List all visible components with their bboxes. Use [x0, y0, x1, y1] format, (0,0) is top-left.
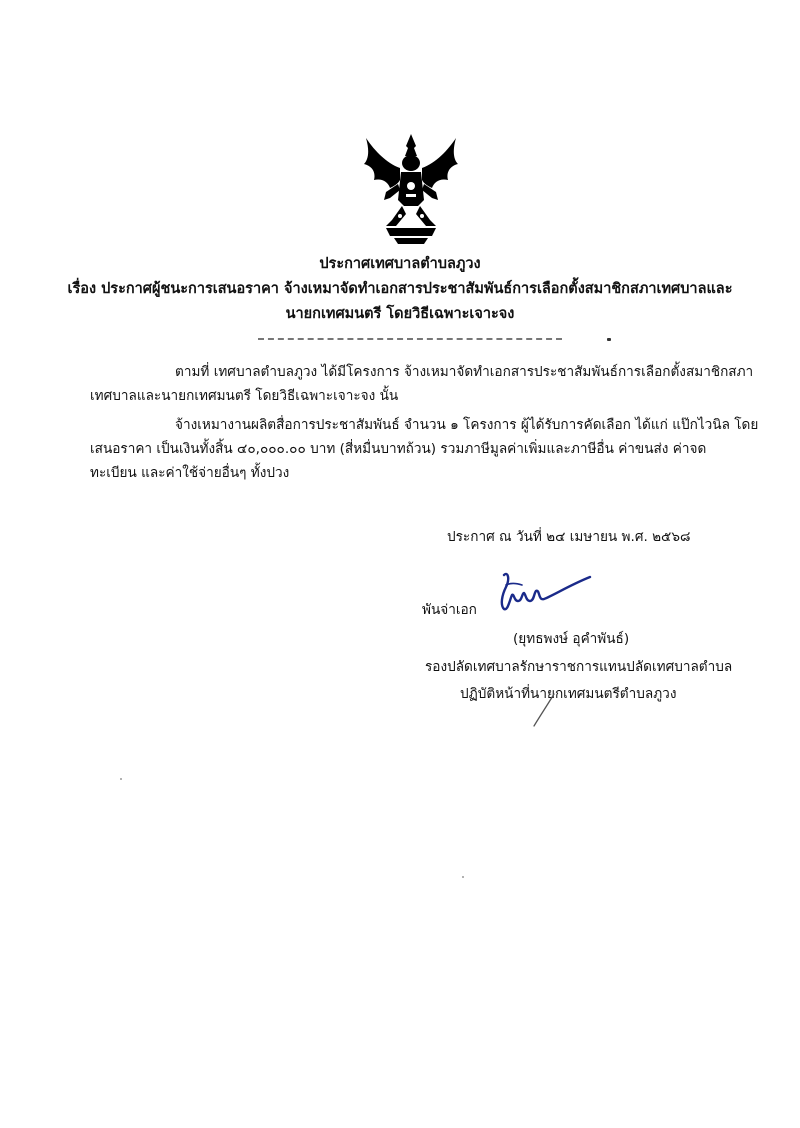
signer-position-line2: ปฏิบัติหน้าที่นายกเทศมนตรีตำบลภูวง — [460, 686, 677, 702]
announcement-date: ประกาศ ณ วันที่ ๒๔ เมษายน พ.ศ. ๒๕๖๘ — [447, 529, 691, 545]
paragraph2-line3: ทะเบียน และค่าใช้จ่ายอื่นๆ ทั้งปวง — [90, 465, 290, 481]
paragraph1-line2: เทศบาลและนายกเทศมนตรี โดยวิธีเฉพาะเจาะจง นั้น — [90, 388, 399, 404]
announcement-subject-line2: นายกเทศมนตรี โดยวิธีเฉพาะเจาะจง — [285, 306, 515, 322]
signature-icon — [492, 565, 602, 620]
signer-name: (ยุทธพงษ์ อุคำพันธ์) — [513, 631, 630, 647]
announcement-header — [60, 252, 740, 327]
scan-speck — [462, 876, 464, 878]
signer-position-line1: รองปลัดเทศบาลรักษาราชการแทนปลัดเทศบาลตำบล — [425, 659, 733, 675]
announcement-subject-line1: เรื่อง ประกาศผู้ชนะการเสนอราคา จ้างเหมาจัดทำเอกสารประชาสัมพันธ์การเลือกตั้งสมาชิกสภาเทศบาลและ — [67, 281, 733, 297]
header-divider — [258, 338, 562, 340]
paragraph1-line1: ตามที่ เทศบาลตำบลภูวง ได้มีโครงการ จ้างเหมาจัดทำเอกสารประชาสัมพันธ์การเลือกตั้งสมาชิกสภา — [175, 364, 754, 380]
scan-speck — [120, 778, 122, 780]
paragraph2-line2: เสนอราคา เป็นเงินทั้งสิ้น ๔๐,๐๐๐.๐๐ บาท (สี่หมื่นบาทถ้วน) รวมภาษีมูลค่าเพิ่มและภาษีอื่น ค่าขนส่ง ค่าจด — [90, 441, 707, 457]
announcement-issuer: ประกาศเทศบาลตำบลภูวง — [319, 256, 481, 272]
divider-dot — [607, 338, 611, 341]
signer-rank: พันจ่าเอก — [422, 602, 477, 618]
garuda-emblem-icon — [356, 128, 466, 246]
paragraph2-line1: จ้างเหมางานผลิตสื่อการประชาสัมพันธ์ จำนวน ๑ โครงการ ผู้ได้รับการคัดเลือก ได้แก่ แป๊กไวนิล โดย — [175, 417, 759, 433]
pen-stroke-mark — [528, 690, 558, 730]
